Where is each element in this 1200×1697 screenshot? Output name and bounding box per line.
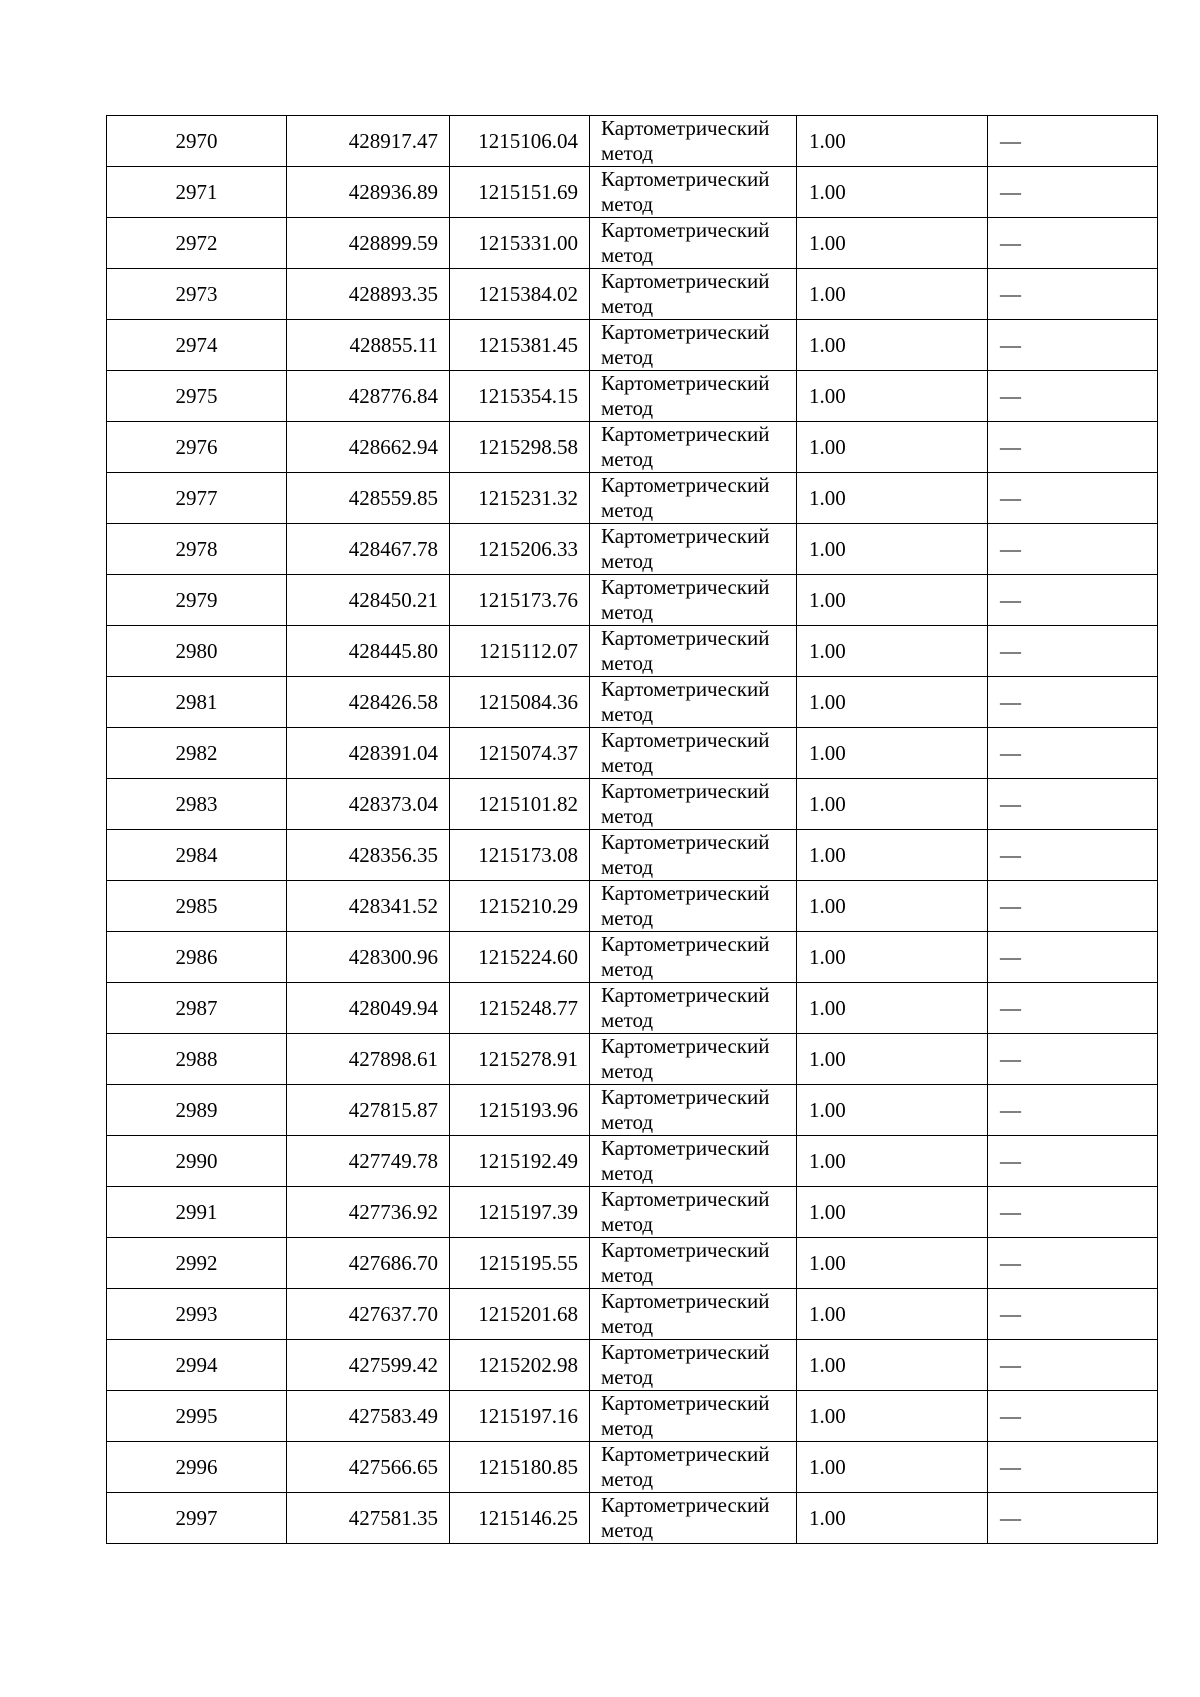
point-number-cell: 2972 <box>107 218 287 269</box>
x-coordinate-cell: 428356.35 <box>287 830 450 881</box>
note-cell: — <box>988 728 1158 779</box>
x-coordinate-cell: 428049.94 <box>287 983 450 1034</box>
method-cell <box>590 218 797 269</box>
method-line-1: Картометрический <box>601 779 770 803</box>
y-coordinate-cell: 1215192.49 <box>450 1136 590 1187</box>
x-coordinate-cell: 428373.04 <box>287 779 450 830</box>
note-cell: — <box>988 269 1158 320</box>
method-cell <box>590 728 797 779</box>
x-coordinate-cell: 427736.92 <box>287 1187 450 1238</box>
note-cell: — <box>988 116 1158 167</box>
y-coordinate-cell: 1215173.08 <box>450 830 590 881</box>
table-row <box>107 422 1158 473</box>
method-line-2: метод <box>601 651 654 675</box>
x-coordinate-cell: 428341.52 <box>287 881 450 932</box>
point-number-cell: 2979 <box>107 575 287 626</box>
x-coordinate-cell: 427637.70 <box>287 1289 450 1340</box>
x-coordinate-cell: 427599.42 <box>287 1340 450 1391</box>
point-number-cell: 2991 <box>107 1187 287 1238</box>
method-line-2: метод <box>601 1365 654 1389</box>
note-cell: — <box>988 1034 1158 1085</box>
table-row <box>107 779 1158 830</box>
point-number-cell: 2994 <box>107 1340 287 1391</box>
accuracy-cell: 1.00 <box>797 269 988 320</box>
note-cell: — <box>988 881 1158 932</box>
note-cell: — <box>988 1136 1158 1187</box>
accuracy-cell: 1.00 <box>797 575 988 626</box>
method-line-2: метод <box>601 447 654 471</box>
method-cell <box>590 779 797 830</box>
table-row <box>107 881 1158 932</box>
point-number-cell: 2990 <box>107 1136 287 1187</box>
method-cell <box>590 626 797 677</box>
note-cell: — <box>988 1085 1158 1136</box>
accuracy-cell: 1.00 <box>797 1238 988 1289</box>
y-coordinate-cell: 1215101.82 <box>450 779 590 830</box>
method-line-2: метод <box>601 294 654 318</box>
table-row <box>107 218 1158 269</box>
y-coordinate-cell: 1215112.07 <box>450 626 590 677</box>
method-line-2: метод <box>601 396 654 420</box>
note-cell: — <box>988 1187 1158 1238</box>
y-coordinate-cell: 1215074.37 <box>450 728 590 779</box>
method-line-2: метод <box>601 345 654 369</box>
method-line-1: Картометрический <box>601 1391 770 1415</box>
point-number-cell: 2976 <box>107 422 287 473</box>
note-cell: — <box>988 167 1158 218</box>
method-line-1: Картометрический <box>601 116 770 140</box>
accuracy-cell: 1.00 <box>797 422 988 473</box>
point-number-cell: 2971 <box>107 167 287 218</box>
point-number-cell: 2997 <box>107 1493 287 1544</box>
method-line-2: метод <box>601 1416 654 1440</box>
method-line-1: Картометрический <box>601 1340 770 1364</box>
y-coordinate-cell: 1215201.68 <box>450 1289 590 1340</box>
point-number-cell: 2989 <box>107 1085 287 1136</box>
method-line-2: метод <box>601 957 654 981</box>
accuracy-cell: 1.00 <box>797 677 988 728</box>
table-row <box>107 1034 1158 1085</box>
method-line-1: Картометрический <box>601 830 770 854</box>
y-coordinate-cell: 1215193.96 <box>450 1085 590 1136</box>
method-line-2: метод <box>601 141 654 165</box>
note-cell: — <box>988 371 1158 422</box>
table-row <box>107 626 1158 677</box>
accuracy-cell: 1.00 <box>797 728 988 779</box>
point-number-cell: 2978 <box>107 524 287 575</box>
method-line-2: метод <box>601 1314 654 1338</box>
y-coordinate-cell: 1215278.91 <box>450 1034 590 1085</box>
y-coordinate-cell: 1215248.77 <box>450 983 590 1034</box>
y-coordinate-cell: 1215206.33 <box>450 524 590 575</box>
table-row <box>107 983 1158 1034</box>
accuracy-cell: 1.00 <box>797 116 988 167</box>
table-row <box>107 677 1158 728</box>
method-line-2: метод <box>601 855 654 879</box>
table-row <box>107 269 1158 320</box>
table-row <box>107 1442 1158 1493</box>
y-coordinate-cell: 1215224.60 <box>450 932 590 983</box>
method-line-1: Картометрический <box>601 626 770 650</box>
coordinates-table-body <box>107 116 1158 1544</box>
note-cell: — <box>988 1391 1158 1442</box>
method-line-1: Картометрический <box>601 524 770 548</box>
method-line-1: Картометрический <box>601 218 770 242</box>
x-coordinate-cell: 427686.70 <box>287 1238 450 1289</box>
table-row <box>107 1340 1158 1391</box>
x-coordinate-cell: 428450.21 <box>287 575 450 626</box>
method-line-1: Картометрический <box>601 1187 770 1211</box>
accuracy-cell: 1.00 <box>797 320 988 371</box>
accuracy-cell: 1.00 <box>797 1085 988 1136</box>
method-cell <box>590 1034 797 1085</box>
method-line-2: метод <box>601 1263 654 1287</box>
method-line-2: метод <box>601 600 654 624</box>
method-cell <box>590 422 797 473</box>
accuracy-cell: 1.00 <box>797 881 988 932</box>
accuracy-cell: 1.00 <box>797 1136 988 1187</box>
x-coordinate-cell: 428893.35 <box>287 269 450 320</box>
note-cell: — <box>988 218 1158 269</box>
method-line-1: Картометрический <box>601 473 770 497</box>
method-line-1: Картометрический <box>601 1289 770 1313</box>
method-line-2: метод <box>601 1059 654 1083</box>
method-cell <box>590 830 797 881</box>
y-coordinate-cell: 1215384.02 <box>450 269 590 320</box>
method-line-1: Картометрический <box>601 881 770 905</box>
accuracy-cell: 1.00 <box>797 524 988 575</box>
table-row <box>107 1187 1158 1238</box>
method-line-1: Картометрический <box>601 1442 770 1466</box>
y-coordinate-cell: 1215381.45 <box>450 320 590 371</box>
x-coordinate-cell: 427581.35 <box>287 1493 450 1544</box>
note-cell: — <box>988 1238 1158 1289</box>
note-cell: — <box>988 626 1158 677</box>
method-cell <box>590 932 797 983</box>
method-line-1: Картометрический <box>601 1034 770 1058</box>
method-line-1: Картометрический <box>601 1493 770 1517</box>
method-cell <box>590 473 797 524</box>
table-row <box>107 473 1158 524</box>
y-coordinate-cell: 1215195.55 <box>450 1238 590 1289</box>
note-cell: — <box>988 473 1158 524</box>
method-line-1: Картометрический <box>601 983 770 1007</box>
method-line-1: Картометрический <box>601 728 770 752</box>
accuracy-cell: 1.00 <box>797 1289 988 1340</box>
method-cell <box>590 1136 797 1187</box>
x-coordinate-cell: 427815.87 <box>287 1085 450 1136</box>
table-row <box>107 1391 1158 1442</box>
point-number-cell: 2973 <box>107 269 287 320</box>
point-number-cell: 2985 <box>107 881 287 932</box>
method-cell <box>590 371 797 422</box>
x-coordinate-cell: 428662.94 <box>287 422 450 473</box>
method-line-1: Картометрический <box>601 1136 770 1160</box>
y-coordinate-cell: 1215146.25 <box>450 1493 590 1544</box>
method-line-1: Картометрический <box>601 677 770 701</box>
y-coordinate-cell: 1215298.58 <box>450 422 590 473</box>
point-number-cell: 2975 <box>107 371 287 422</box>
method-line-1: Картометрический <box>601 320 770 344</box>
accuracy-cell: 1.00 <box>797 1034 988 1085</box>
note-cell: — <box>988 320 1158 371</box>
point-number-cell: 2987 <box>107 983 287 1034</box>
accuracy-cell: 1.00 <box>797 473 988 524</box>
x-coordinate-cell: 427583.49 <box>287 1391 450 1442</box>
method-line-2: метод <box>601 498 654 522</box>
x-coordinate-cell: 428899.59 <box>287 218 450 269</box>
x-coordinate-cell: 428559.85 <box>287 473 450 524</box>
table-row <box>107 320 1158 371</box>
method-cell <box>590 1391 797 1442</box>
x-coordinate-cell: 427898.61 <box>287 1034 450 1085</box>
accuracy-cell: 1.00 <box>797 1340 988 1391</box>
note-cell: — <box>988 677 1158 728</box>
method-line-2: метод <box>601 1518 654 1542</box>
method-line-2: метод <box>601 702 654 726</box>
note-cell: — <box>988 983 1158 1034</box>
table-row <box>107 167 1158 218</box>
method-line-2: метод <box>601 1467 654 1491</box>
point-number-cell: 2993 <box>107 1289 287 1340</box>
method-line-2: метод <box>601 1008 654 1032</box>
point-number-cell: 2984 <box>107 830 287 881</box>
table-row <box>107 932 1158 983</box>
table-row <box>107 116 1158 167</box>
method-cell <box>590 1442 797 1493</box>
method-line-2: метод <box>601 243 654 267</box>
table-row <box>107 1493 1158 1544</box>
y-coordinate-cell: 1215173.76 <box>450 575 590 626</box>
method-line-2: метод <box>601 192 654 216</box>
method-cell <box>590 167 797 218</box>
point-number-cell: 2977 <box>107 473 287 524</box>
table-row <box>107 575 1158 626</box>
point-number-cell: 2986 <box>107 932 287 983</box>
y-coordinate-cell: 1215106.04 <box>450 116 590 167</box>
point-number-cell: 2995 <box>107 1391 287 1442</box>
method-line-2: метод <box>601 906 654 930</box>
point-number-cell: 2970 <box>107 116 287 167</box>
accuracy-cell: 1.00 <box>797 779 988 830</box>
table-row <box>107 1136 1158 1187</box>
x-coordinate-cell: 428776.84 <box>287 371 450 422</box>
accuracy-cell: 1.00 <box>797 1187 988 1238</box>
x-coordinate-cell: 428391.04 <box>287 728 450 779</box>
method-line-1: Картометрический <box>601 1085 770 1109</box>
x-coordinate-cell: 427749.78 <box>287 1136 450 1187</box>
method-cell <box>590 881 797 932</box>
method-cell <box>590 320 797 371</box>
method-line-2: метод <box>601 753 654 777</box>
method-cell <box>590 1289 797 1340</box>
method-cell <box>590 983 797 1034</box>
table-row <box>107 371 1158 422</box>
accuracy-cell: 1.00 <box>797 1493 988 1544</box>
table-row <box>107 728 1158 779</box>
y-coordinate-cell: 1215197.16 <box>450 1391 590 1442</box>
point-number-cell: 2996 <box>107 1442 287 1493</box>
y-coordinate-cell: 1215197.39 <box>450 1187 590 1238</box>
x-coordinate-cell: 428467.78 <box>287 524 450 575</box>
accuracy-cell: 1.00 <box>797 218 988 269</box>
method-line-1: Картометрический <box>601 422 770 446</box>
point-number-cell: 2988 <box>107 1034 287 1085</box>
accuracy-cell: 1.00 <box>797 983 988 1034</box>
x-coordinate-cell: 428936.89 <box>287 167 450 218</box>
x-coordinate-cell: 428445.80 <box>287 626 450 677</box>
method-line-2: метод <box>601 804 654 828</box>
note-cell: — <box>988 779 1158 830</box>
y-coordinate-cell: 1215180.85 <box>450 1442 590 1493</box>
note-cell: — <box>988 422 1158 473</box>
method-cell <box>590 1085 797 1136</box>
x-coordinate-cell: 427566.65 <box>287 1442 450 1493</box>
method-line-1: Картометрический <box>601 932 770 956</box>
note-cell: — <box>988 932 1158 983</box>
point-number-cell: 2992 <box>107 1238 287 1289</box>
y-coordinate-cell: 1215202.98 <box>450 1340 590 1391</box>
y-coordinate-cell: 1215084.36 <box>450 677 590 728</box>
point-number-cell: 2980 <box>107 626 287 677</box>
y-coordinate-cell: 1215231.32 <box>450 473 590 524</box>
y-coordinate-cell: 1215151.69 <box>450 167 590 218</box>
accuracy-cell: 1.00 <box>797 167 988 218</box>
x-coordinate-cell: 428426.58 <box>287 677 450 728</box>
method-line-2: метод <box>601 1212 654 1236</box>
y-coordinate-cell: 1215331.00 <box>450 218 590 269</box>
table-row <box>107 1085 1158 1136</box>
method-line-1: Картометрический <box>601 167 770 191</box>
point-number-cell: 2982 <box>107 728 287 779</box>
note-cell: — <box>988 830 1158 881</box>
accuracy-cell: 1.00 <box>797 830 988 881</box>
x-coordinate-cell: 428917.47 <box>287 116 450 167</box>
table-row <box>107 524 1158 575</box>
point-number-cell: 2974 <box>107 320 287 371</box>
coordinates-table <box>106 115 1158 1544</box>
method-cell <box>590 116 797 167</box>
note-cell: — <box>988 1289 1158 1340</box>
point-number-cell: 2983 <box>107 779 287 830</box>
method-cell <box>590 677 797 728</box>
method-line-1: Картометрический <box>601 575 770 599</box>
method-cell <box>590 1187 797 1238</box>
method-cell <box>590 269 797 320</box>
y-coordinate-cell: 1215354.15 <box>450 371 590 422</box>
accuracy-cell: 1.00 <box>797 626 988 677</box>
note-cell: — <box>988 1442 1158 1493</box>
method-cell <box>590 1493 797 1544</box>
note-cell: — <box>988 575 1158 626</box>
note-cell: — <box>988 1340 1158 1391</box>
method-line-1: Картометрический <box>601 1238 770 1262</box>
method-line-2: метод <box>601 549 654 573</box>
table-row <box>107 1238 1158 1289</box>
accuracy-cell: 1.00 <box>797 1391 988 1442</box>
x-coordinate-cell: 428855.11 <box>287 320 450 371</box>
method-cell <box>590 1340 797 1391</box>
method-line-2: метод <box>601 1110 654 1134</box>
x-coordinate-cell: 428300.96 <box>287 932 450 983</box>
accuracy-cell: 1.00 <box>797 371 988 422</box>
note-cell: — <box>988 524 1158 575</box>
method-line-1: Картометрический <box>601 371 770 395</box>
point-number-cell: 2981 <box>107 677 287 728</box>
accuracy-cell: 1.00 <box>797 1442 988 1493</box>
note-cell: — <box>988 1493 1158 1544</box>
accuracy-cell: 1.00 <box>797 932 988 983</box>
table-row <box>107 1289 1158 1340</box>
method-cell <box>590 575 797 626</box>
method-cell <box>590 524 797 575</box>
method-line-2: метод <box>601 1161 654 1185</box>
method-cell <box>590 1238 797 1289</box>
method-line-1: Картометрический <box>601 269 770 293</box>
y-coordinate-cell: 1215210.29 <box>450 881 590 932</box>
table-row <box>107 830 1158 881</box>
